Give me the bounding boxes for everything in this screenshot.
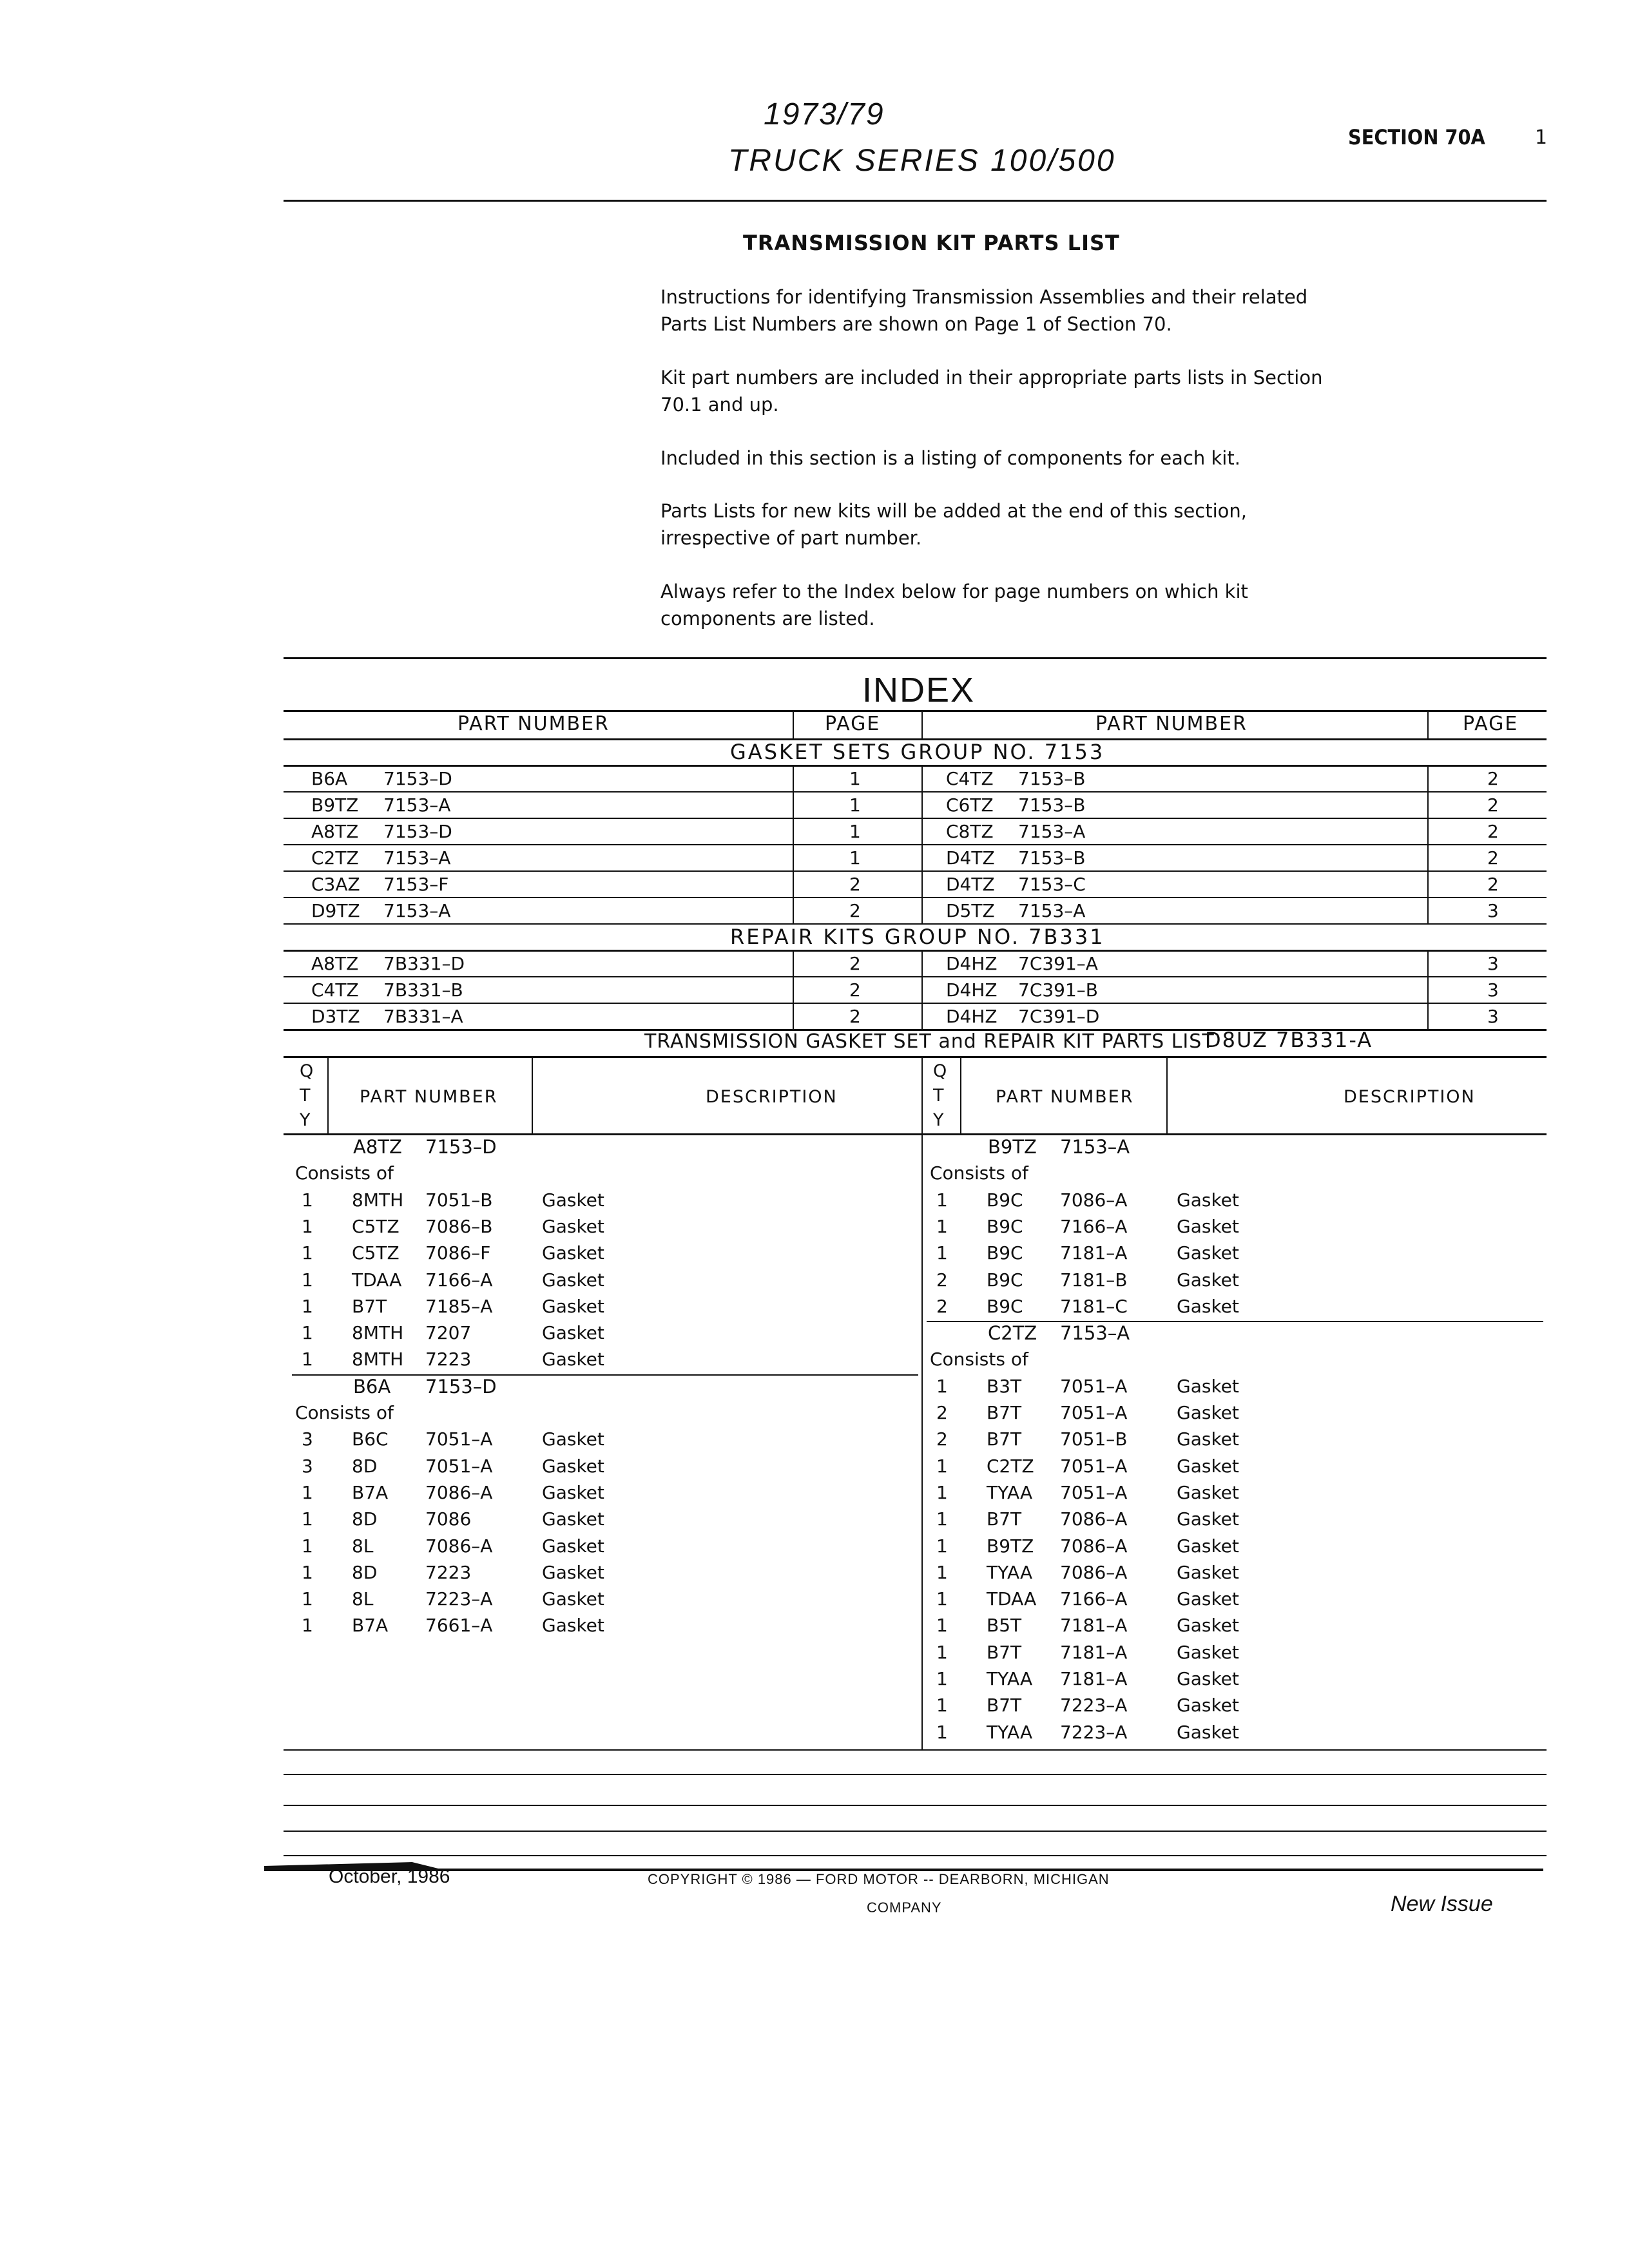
index-part-number: 7153–B <box>1018 768 1086 789</box>
index-column-rule <box>1427 950 1429 1029</box>
item-part-number: 7223 <box>425 1561 472 1583</box>
item-quantity: 2 <box>936 1269 948 1291</box>
index-page-value: 3 <box>1487 979 1499 1001</box>
index-part-number: 7153–A <box>383 847 451 869</box>
item-description: Gasket <box>1177 1215 1239 1237</box>
index-page-value: 2 <box>849 900 861 921</box>
part-column-rule <box>532 1056 533 1133</box>
index-page-value: 2 <box>1487 847 1499 869</box>
index-part-prefix: C2TZ <box>311 847 359 869</box>
item-part-prefix: 8D <box>352 1508 378 1530</box>
index-row-rule <box>284 897 1547 898</box>
item-part-number: 7051–A <box>1060 1481 1128 1503</box>
index-part-number: 7B331–D <box>383 953 465 974</box>
index-part-number: 7153–B <box>1018 847 1086 869</box>
kit-list-title-suffix: D8UZ 7B331-A <box>1205 1028 1373 1052</box>
kit-part-number: 7153–D <box>425 1136 497 1158</box>
index-page-value: 3 <box>1487 953 1499 974</box>
kit-part-prefix: B9TZ <box>988 1136 1037 1158</box>
item-part-number: 7086 <box>425 1508 472 1530</box>
item-quantity: 2 <box>936 1402 948 1423</box>
item-part-prefix: B7T <box>987 1428 1022 1450</box>
item-part-prefix: B7T <box>987 1641 1022 1663</box>
item-description: Gasket <box>542 1588 604 1610</box>
index-part-number: 7B331–A <box>383 1006 463 1027</box>
item-quantity: 1 <box>302 1189 313 1211</box>
index-part-number: 7C391–B <box>1018 979 1099 1001</box>
item-description: Gasket <box>542 1508 604 1530</box>
index-page-value: 2 <box>849 1006 861 1027</box>
item-quantity: 1 <box>936 1668 948 1689</box>
item-description: Gasket <box>1177 1508 1239 1530</box>
index-top-rule <box>284 710 1547 712</box>
item-part-prefix: TYAA <box>987 1561 1033 1583</box>
item-quantity: 1 <box>936 1481 948 1503</box>
item-description: Gasket <box>1177 1402 1239 1423</box>
index-part-prefix: C8TZ <box>946 821 994 842</box>
index-page-value: 3 <box>1487 900 1499 921</box>
item-quantity: 1 <box>936 1721 948 1743</box>
item-description: Gasket <box>1177 1428 1239 1450</box>
index-col-part-number: PART NUMBER <box>458 713 610 735</box>
item-part-prefix: C5TZ <box>352 1242 400 1264</box>
index-part-number: 7153–F <box>383 874 449 895</box>
item-description: Gasket <box>1177 1695 1239 1716</box>
index-part-prefix: B6A <box>311 768 348 789</box>
item-description: Gasket <box>1177 1455 1239 1477</box>
page-number: 1 <box>1535 126 1548 149</box>
item-quantity: 1 <box>936 1535 948 1557</box>
item-part-number: 7086–A <box>425 1481 493 1503</box>
item-quantity: 1 <box>936 1242 948 1264</box>
index-part-number: 7153–D <box>383 768 452 789</box>
item-description: Gasket <box>1177 1269 1239 1291</box>
index-part-number: 7C391–A <box>1018 953 1098 974</box>
item-part-number: 7086–F <box>425 1242 491 1264</box>
kit-part-number: 7153–D <box>425 1375 497 1398</box>
qty-head-letter: T <box>933 1086 945 1106</box>
section-label: SECTION 70A <box>1348 125 1485 149</box>
index-part-prefix: C4TZ <box>311 979 359 1001</box>
item-description: Gasket <box>542 1481 604 1503</box>
item-quantity: 1 <box>936 1189 948 1211</box>
kit-part-prefix: A8TZ <box>353 1136 402 1158</box>
index-part-number: 7C391–D <box>1018 1006 1100 1027</box>
item-part-number: 7223–A <box>1060 1721 1128 1743</box>
item-quantity: 1 <box>302 1588 313 1610</box>
item-quantity: 2 <box>936 1295 948 1317</box>
item-part-number: 7166–A <box>1060 1588 1128 1610</box>
item-quantity: 1 <box>302 1481 313 1503</box>
item-description: Gasket <box>542 1242 604 1264</box>
index-col-page: PAGE <box>1463 713 1519 735</box>
item-part-number: 7223–A <box>425 1588 493 1610</box>
item-quantity: 1 <box>936 1508 948 1530</box>
index-group-title: REPAIR KITS GROUP NO. 7B331 <box>730 925 1105 949</box>
item-quantity: 1 <box>936 1615 948 1637</box>
item-part-number: 7051–B <box>1060 1428 1128 1450</box>
index-page-value: 2 <box>1487 794 1499 816</box>
item-part-number: 7086–A <box>1060 1561 1128 1583</box>
item-part-prefix: B7T <box>352 1295 387 1317</box>
index-part-prefix: D4TZ <box>946 874 995 895</box>
document-series: TRUCK SERIES 100/500 <box>728 144 1116 178</box>
qty-head-letter: Y <box>300 1110 312 1130</box>
item-part-prefix: B9TZ <box>987 1535 1034 1557</box>
half-divider-rule <box>921 1133 923 1749</box>
item-description: Gasket <box>1177 1375 1239 1397</box>
kit-part-prefix: B6A <box>353 1375 391 1398</box>
kit-col-description: DESCRIPTION <box>706 1087 838 1107</box>
index-page-value: 1 <box>849 768 861 789</box>
index-part-prefix: A8TZ <box>311 821 359 842</box>
item-part-number: 7051–B <box>425 1189 493 1211</box>
item-part-number: 7086–A <box>1060 1508 1128 1530</box>
item-part-number: 7223–A <box>1060 1695 1128 1716</box>
qty-column-rule <box>327 1056 329 1133</box>
item-description: Gasket <box>1177 1535 1239 1557</box>
index-part-number: 7153–A <box>383 794 451 816</box>
consists-of-label: Consists of <box>295 1162 394 1184</box>
index-page-value: 1 <box>849 847 861 869</box>
index-part-prefix: D4HZ <box>946 953 998 974</box>
item-quantity: 1 <box>936 1375 948 1397</box>
kit-part-number: 7153–A <box>1060 1136 1130 1158</box>
index-column-rule <box>793 950 794 1029</box>
item-part-number: 7661–A <box>425 1615 493 1637</box>
qty-head-letter: Q <box>933 1061 949 1081</box>
index-column-rule <box>793 710 794 738</box>
qty-head-letter: Q <box>300 1061 315 1081</box>
item-part-number: 7181–A <box>1060 1641 1128 1663</box>
index-column-rule <box>921 950 923 1029</box>
blank-rule <box>284 1774 1547 1775</box>
index-part-prefix: D4HZ <box>946 1006 998 1027</box>
item-description: Gasket <box>542 1455 604 1477</box>
group-title-rule <box>284 765 1547 767</box>
blank-rule <box>284 1831 1547 1832</box>
item-part-prefix: TDAA <box>987 1588 1037 1610</box>
kit-head-top-rule <box>284 1056 1547 1058</box>
index-column-rule <box>921 710 923 738</box>
item-part-prefix: C5TZ <box>352 1215 400 1237</box>
qty-head-letter: Y <box>933 1110 945 1130</box>
intro-paragraph: Included in this section is a listing of components for each kit. <box>660 447 1240 469</box>
item-quantity: 1 <box>302 1215 313 1237</box>
blank-rule <box>284 1805 1547 1806</box>
index-part-number: 7B331–B <box>383 979 463 1001</box>
footer-date: October, 1986 <box>329 1866 450 1887</box>
item-part-prefix: B3T <box>987 1375 1022 1397</box>
item-quantity: 1 <box>302 1535 313 1557</box>
item-part-prefix: 8D <box>352 1455 378 1477</box>
item-quantity: 3 <box>302 1455 313 1477</box>
index-col-part-number: PART NUMBER <box>1095 713 1248 735</box>
item-description: Gasket <box>542 1349 604 1370</box>
kit-part-prefix: C2TZ <box>988 1322 1037 1345</box>
item-description: Gasket <box>1177 1641 1239 1663</box>
index-group-title: GASKET SETS GROUP NO. 7153 <box>730 740 1105 764</box>
qty-column-rule <box>960 1056 961 1133</box>
consists-of-label: Consists of <box>930 1349 1028 1370</box>
item-quantity: 3 <box>302 1428 313 1450</box>
item-part-prefix: B9C <box>987 1269 1023 1291</box>
item-quantity: 1 <box>302 1295 313 1317</box>
item-description: Gasket <box>1177 1721 1239 1743</box>
index-part-number: 7153–A <box>1018 900 1086 921</box>
intro-paragraph: Always refer to the Index below for page numbers on which kit components are listed. <box>660 581 1248 629</box>
group-title-rule <box>284 950 1547 952</box>
item-description: Gasket <box>1177 1242 1239 1264</box>
item-quantity: 1 <box>936 1641 948 1663</box>
blank-rule <box>284 1855 1547 1856</box>
index-part-prefix: D3TZ <box>311 1006 360 1027</box>
consists-of-label: Consists of <box>295 1402 394 1423</box>
index-column-rule <box>1427 765 1429 923</box>
item-part-number: 7166–A <box>425 1269 493 1291</box>
item-quantity: 1 <box>936 1455 948 1477</box>
kit-parts-title: TRANSMISSION KIT PARTS LIST <box>743 231 1120 255</box>
item-part-number: 7086–A <box>425 1535 493 1557</box>
index-part-number: 7153–A <box>383 900 451 921</box>
item-quantity: 1 <box>302 1615 313 1637</box>
index-part-number: 7153–D <box>383 821 452 842</box>
index-row-rule <box>284 818 1547 819</box>
kit-list-title: TRANSMISSION GASKET SET and REPAIR KIT PARTS LIST <box>644 1030 1215 1053</box>
index-column-rule <box>921 765 923 923</box>
item-part-prefix: 8L <box>352 1588 374 1610</box>
item-part-prefix: TYAA <box>987 1668 1033 1689</box>
item-part-prefix: B7T <box>987 1508 1022 1530</box>
index-part-number: 7153–C <box>1018 874 1086 895</box>
item-quantity: 1 <box>302 1242 313 1264</box>
document-year: 1973/79 <box>764 97 885 131</box>
item-part-prefix: 8L <box>352 1535 374 1557</box>
index-page-value: 2 <box>849 953 861 974</box>
item-description: Gasket <box>542 1189 604 1211</box>
item-part-number: 7086–B <box>425 1215 493 1237</box>
index-page-value: 1 <box>849 794 861 816</box>
item-description: Gasket <box>542 1535 604 1557</box>
item-quantity: 1 <box>302 1561 313 1583</box>
item-part-prefix: B7T <box>987 1402 1022 1423</box>
item-part-number: 7207 <box>425 1322 472 1344</box>
item-description: Gasket <box>1177 1668 1239 1689</box>
item-part-number: 7051–A <box>1060 1375 1128 1397</box>
item-part-number: 7051–A <box>425 1428 493 1450</box>
index-column-rule <box>793 765 794 923</box>
item-part-number: 7051–A <box>1060 1402 1128 1423</box>
item-part-prefix: 8D <box>352 1561 378 1583</box>
item-description: Gasket <box>1177 1189 1239 1211</box>
intro-paragraph: Parts Lists for new kits will be added at the end of this section, irrespective of part number. <box>660 500 1248 549</box>
item-description: Gasket <box>542 1615 604 1637</box>
kit-col-part-number: PART NUMBER <box>996 1087 1134 1107</box>
item-part-number: 7051–A <box>1060 1455 1128 1477</box>
intro-paragraph: Kit part numbers are included in their appropriate parts lists in Section 70.1 and up. <box>660 367 1323 416</box>
kit-part-number: 7153–A <box>1060 1322 1130 1345</box>
index-page-value: 1 <box>849 821 861 842</box>
item-part-number: 7181–A <box>1060 1615 1128 1637</box>
item-part-prefix: B9C <box>987 1242 1023 1264</box>
index-page-value: 2 <box>1487 874 1499 895</box>
item-part-prefix: C2TZ <box>987 1455 1034 1477</box>
index-row-rule <box>284 844 1547 845</box>
index-part-prefix: C4TZ <box>946 768 994 789</box>
index-col-page: PAGE <box>825 713 881 735</box>
index-page-value: 2 <box>849 874 861 895</box>
item-quantity: 1 <box>936 1695 948 1716</box>
index-part-prefix: B9TZ <box>311 794 359 816</box>
item-part-number: 7086–A <box>1060 1189 1128 1211</box>
intro-rule <box>284 657 1547 659</box>
item-description: Gasket <box>1177 1295 1239 1317</box>
item-part-prefix: B9C <box>987 1189 1023 1211</box>
index-page-value: 2 <box>1487 768 1499 789</box>
index-title: INDEX <box>862 671 976 709</box>
header-rule <box>284 200 1547 202</box>
consists-of-label: Consists of <box>930 1162 1028 1184</box>
item-part-number: 7086–A <box>1060 1535 1128 1557</box>
kit-col-description: DESCRIPTION <box>1344 1087 1476 1107</box>
item-quantity: 2 <box>936 1428 948 1450</box>
index-row-rule <box>284 870 1547 872</box>
kit-head-bottom-rule <box>284 1133 1547 1135</box>
item-description: Gasket <box>1177 1561 1239 1583</box>
item-part-prefix: 8MTH <box>352 1189 404 1211</box>
index-column-rule <box>1427 710 1429 738</box>
index-part-prefix: A8TZ <box>311 953 359 974</box>
item-part-prefix: B9C <box>987 1215 1023 1237</box>
item-part-number: 7181–A <box>1060 1668 1128 1689</box>
item-description: Gasket <box>1177 1588 1239 1610</box>
footer-company: COMPANY <box>867 1899 942 1916</box>
intro-paragraph: Instructions for identifying Transmission Assemblies and their related Parts List Numbers are shown on Page 1 of Section 70. <box>660 286 1308 335</box>
index-part-number: 7153–A <box>1018 821 1086 842</box>
item-quantity: 1 <box>302 1322 313 1344</box>
index-part-prefix: D5TZ <box>946 900 995 921</box>
item-description: Gasket <box>542 1215 604 1237</box>
qty-head-letter: T <box>300 1086 312 1106</box>
footer-copyright: COPYRIGHT © 1986 — FORD MOTOR -- DEARBORN, MICHIGAN <box>648 1871 1110 1887</box>
item-part-number: 7181–C <box>1060 1295 1128 1317</box>
item-part-prefix: 8MTH <box>352 1349 404 1370</box>
index-page-value: 2 <box>849 979 861 1001</box>
item-part-prefix: B9C <box>987 1295 1023 1317</box>
item-description: Gasket <box>542 1322 604 1344</box>
kit-col-part-number: PART NUMBER <box>360 1087 498 1107</box>
item-part-prefix: B7A <box>352 1481 389 1503</box>
item-description: Gasket <box>542 1269 604 1291</box>
item-description: Gasket <box>542 1428 604 1450</box>
item-quantity: 1 <box>302 1508 313 1530</box>
half-divider-rule <box>921 1056 923 1133</box>
index-part-prefix: C6TZ <box>946 794 994 816</box>
footer-issue: New Issue <box>1391 1892 1493 1916</box>
item-part-prefix: B5T <box>987 1615 1022 1637</box>
item-quantity: 1 <box>936 1561 948 1583</box>
item-part-prefix: B7T <box>987 1695 1022 1716</box>
index-part-prefix: D4HZ <box>946 979 998 1001</box>
item-part-number: 7051–A <box>425 1455 493 1477</box>
item-part-number: 7181–B <box>1060 1269 1128 1291</box>
item-description: Gasket <box>542 1561 604 1583</box>
index-row-rule <box>284 976 1547 977</box>
index-page-value: 2 <box>1487 821 1499 842</box>
index-page-value: 3 <box>1487 1006 1499 1027</box>
item-part-prefix: TYAA <box>987 1481 1033 1503</box>
item-part-number: 7181–A <box>1060 1242 1128 1264</box>
item-quantity: 1 <box>936 1588 948 1610</box>
item-quantity: 1 <box>302 1349 313 1370</box>
item-part-number: 7185–A <box>425 1295 493 1317</box>
part-column-rule <box>1166 1056 1168 1133</box>
index-part-prefix: D4TZ <box>946 847 995 869</box>
item-part-prefix: TYAA <box>987 1721 1033 1743</box>
item-part-prefix: TDAA <box>352 1269 402 1291</box>
item-part-prefix: 8MTH <box>352 1322 404 1344</box>
index-part-prefix: C3AZ <box>311 874 360 895</box>
index-row-rule <box>284 791 1547 793</box>
item-description: Gasket <box>542 1295 604 1317</box>
index-part-number: 7153–B <box>1018 794 1086 816</box>
item-part-number: 7223 <box>425 1349 472 1370</box>
index-row-rule <box>284 1003 1547 1004</box>
item-quantity: 1 <box>936 1215 948 1237</box>
item-description: Gasket <box>1177 1615 1239 1637</box>
item-part-number: 7166–A <box>1060 1215 1128 1237</box>
blank-rule <box>284 1749 1547 1751</box>
item-quantity: 1 <box>302 1269 313 1291</box>
item-part-prefix: B7A <box>352 1615 389 1637</box>
item-description: Gasket <box>1177 1481 1239 1503</box>
index-part-prefix: D9TZ <box>311 900 360 921</box>
item-part-prefix: B6C <box>352 1428 389 1450</box>
